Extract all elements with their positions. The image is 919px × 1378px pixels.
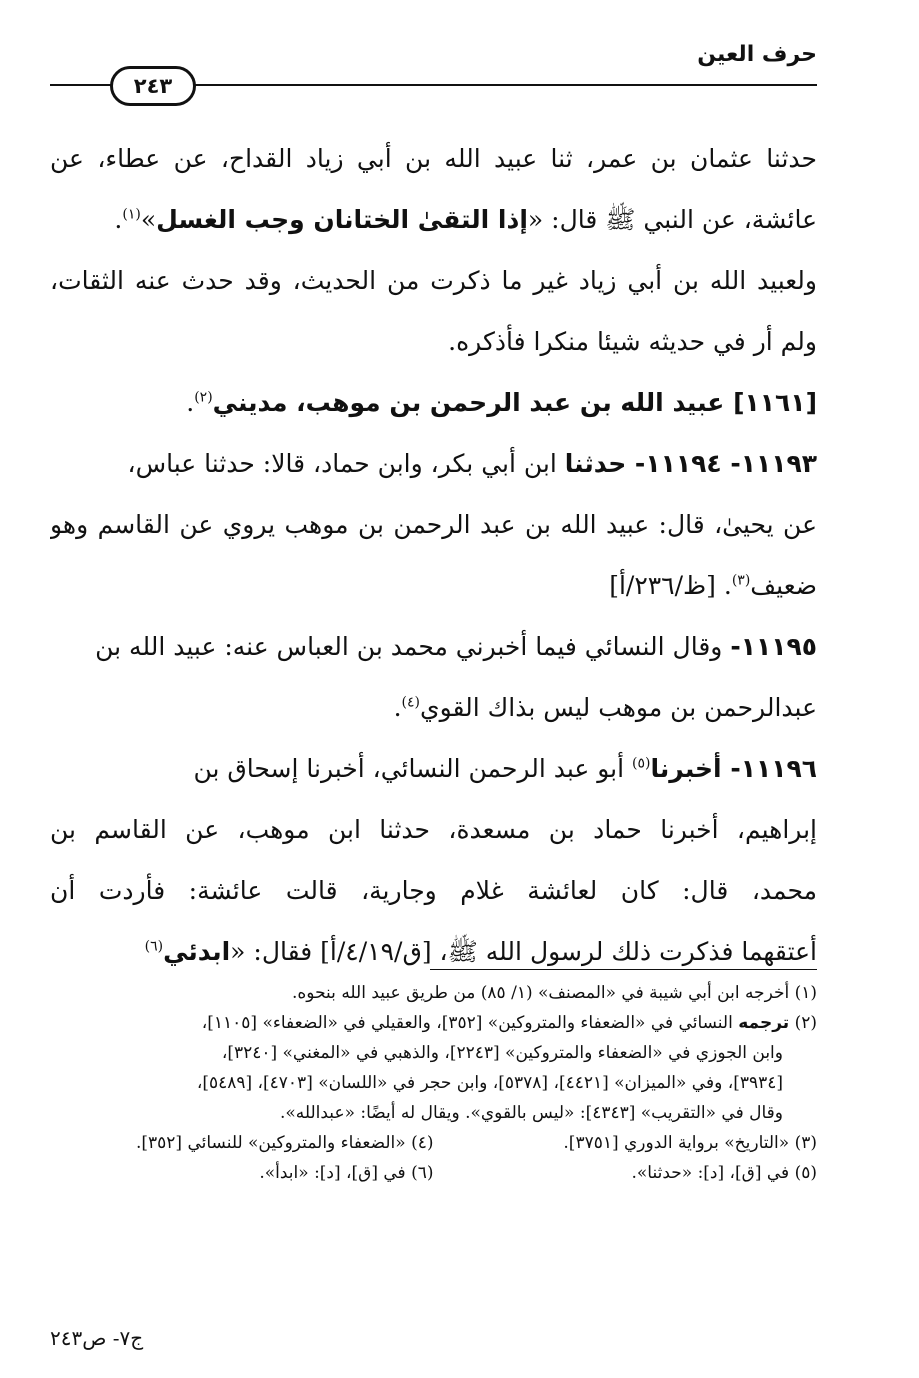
main-text [50,128,817,982]
text-line: ١١١٩٦- أخبرنا$^{(٥)}$ أبو عبد الرحمن النسائي، أخبرنا إسحاق بن [193,754,817,783]
footnote-rule [430,969,817,970]
running-head: حرف العين [697,42,817,67]
footnote-ref: (١) [122,206,141,223]
volume-page-ref: ج٧- ص٢٤٣ [50,1326,144,1350]
hadith-quote: إذا التقىٰ الختانان وجب الغسل [156,205,528,234]
text-line: محمد، قال: كان لعائشة غلام وجارية، قالت عائشة: فأردت أن [50,876,817,905]
footnote: (٣) «التاريخ» برواية الدوري [٣٧٥١]. [563,1133,817,1153]
text-line: ولم أر في حديثه شيئا منكرا فأذكره. [448,327,817,356]
text-line: عبدالرحمن بن موهب ليس بذاك القوي$^{(٤)}$. [393,693,817,722]
hadith-number: ١١١٩٦- أخبرنا [650,754,817,783]
hadith-number: ١١١٩٥- [730,632,817,661]
footnote-ref: (٥) [632,755,651,772]
hadith-quote: ابدئي [163,937,231,966]
footnote-ref: (٣) [731,572,751,589]
text-line: إبراهيم، أخبرنا حماد بن مسعدة، حدثنا ابن موهب، عن القاسم بن [50,815,817,844]
footnote-pair [50,1158,817,1188]
text-line: عائشة، عن النبي ﷺ قال: «إذا التقىٰ الختانان وجب الغسل»$^{(١)}$. [114,205,817,234]
footnote-pair [50,1128,817,1158]
footnote: (٦) في [ق]، [د]: «ابدأ». [259,1163,434,1183]
text-line: حدثنا عثمان بن عمر، ثنا عبيد الله بن أبي زياد القداح، عن عطاء، عن [50,144,817,173]
text-line: عن يحيىٰ، قال: عبيد الله بن عبد الرحمن بن موهب يروي عن القاسم وهو [50,510,817,539]
footnote-ref: (٦) [144,938,164,955]
footnote: (٥) في [ق]، [د]: «حدثنا». [631,1163,817,1183]
footnote-continuation: وقال في «التقريب» [٤٣٤٣]: «ليس بالقوي». ويقال له أيضًا: «عبدالله». [279,1103,783,1123]
footnote: (٤) «الضعفاء والمتروكين» للنسائي [٣٥٢]. [135,1133,434,1153]
page-number-badge [110,66,196,106]
footnote-continuation: وابن الجوزي في «الضعفاء والمتروكين» [٢٢٤٣]، والذهبي في «المغني» [٣٢٤٠]، [221,1043,783,1063]
footnote: (١) أخرجه ابن أبي شيبة في «المصنف» (١/ ٨٥) من طريق عبيد الله بنحوه. [291,983,817,1003]
entry-heading: [١١٦١] عبيد الله بن عبد الرحمن بن موهب، مديني$^{(٢)}$. [186,388,817,417]
hadith-number: ١١١٩٣- ١١١٩٤- حدثنا [564,449,817,478]
text-line: ولعبيد الله بن أبي زياد غير ما ذكرت من الحديث، وقد حدث عنه الثقات، [50,266,817,295]
footnote: (٢) ترجمه النسائي في «الضعفاء والمتروكين» [٣٥٢]، والعقيلي في «الضعفاء» [١١٠٥]، [201,1013,817,1033]
text-line: ضعيف$^{(٣)}$. [ظ/٢٣٦/أ] [609,571,817,600]
text-line: ١١١٩٣- ١١١٩٤- حدثنا ابن أبي بكر، وابن حماد، قالا: حدثنا عباس، [127,449,817,478]
footnote-ref: (٤) [401,694,420,711]
page-number: ٢٤٣ [133,74,173,98]
footnotes [50,978,817,1188]
footnote-continuation: [٣٩٣٤]، وفي «الميزان» [٤٤٢١]، [٥٣٧٨]، وابن حجر في «اللسان» [٤٧٠٣]، [٥٤٨٩]، [196,1073,783,1093]
text-line: ١١١٩٥- وقال النسائي فيما أخبرني محمد بن العباس عنه: عبيد الله بن [95,632,817,661]
footnote-ref: (٢) [194,389,213,406]
text-line: أعتقهما فذكرت ذلك لرسول الله ﷺ، [ق/٤/١٩/أ] فقال: «ابدئي$^{(٦)}$ [144,937,817,966]
